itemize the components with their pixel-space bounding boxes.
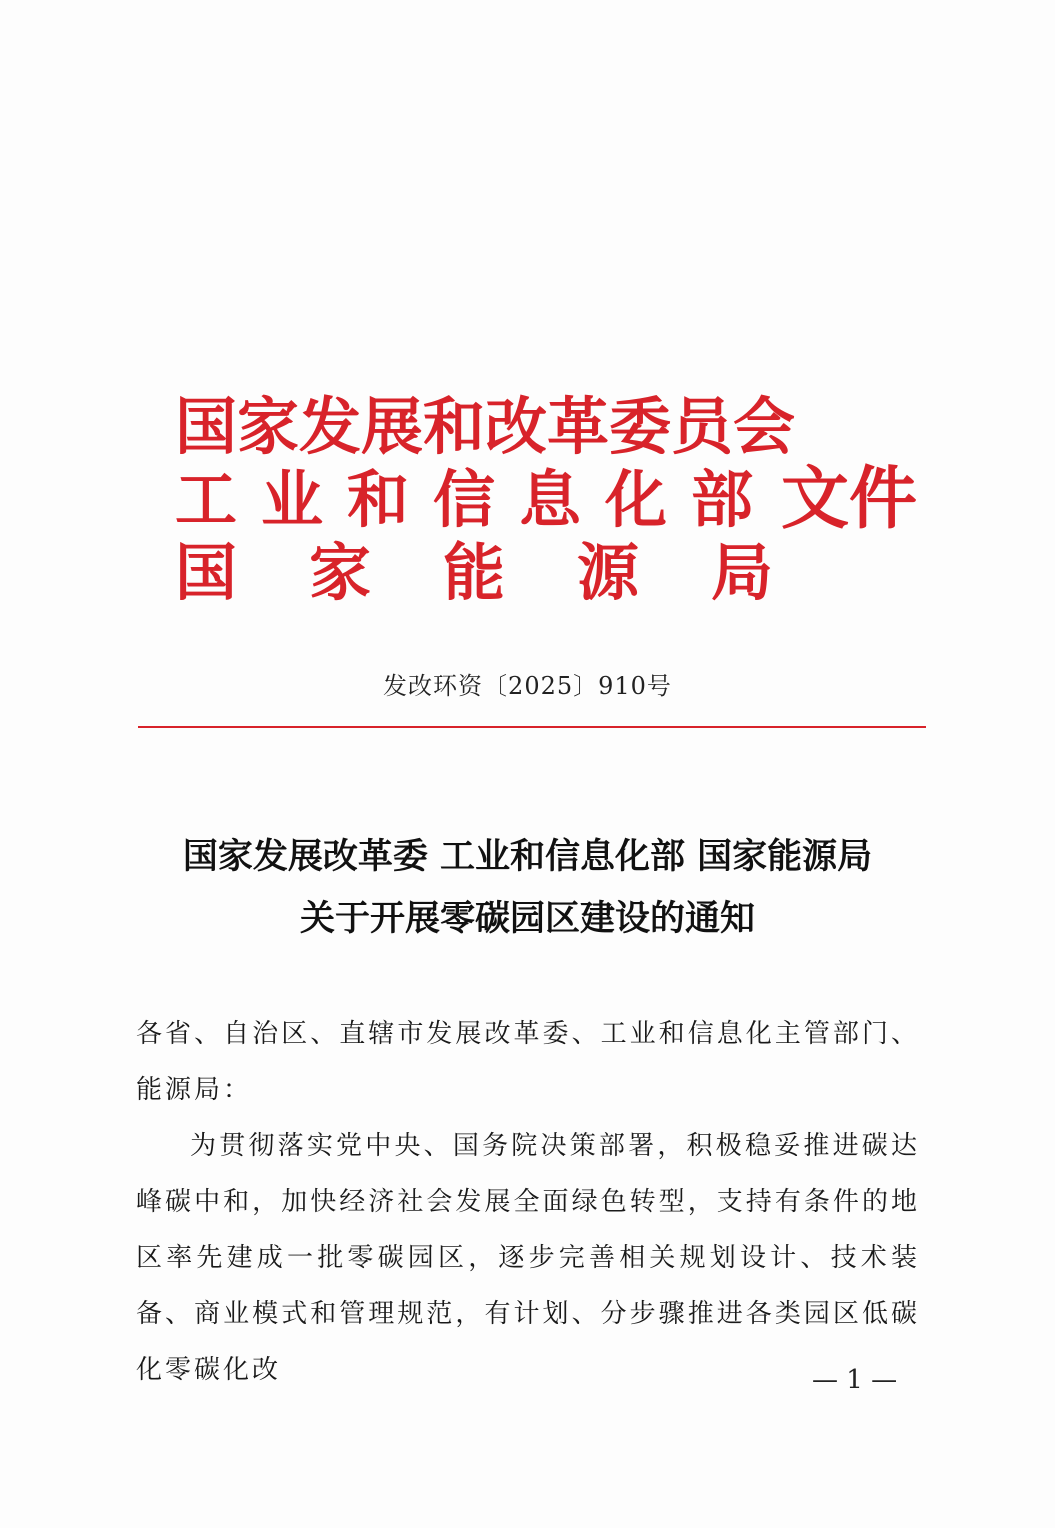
masthead-org-ndrc: 国家发展和改革委员会 <box>175 390 796 463</box>
masthead-org-nea: 国家能源局 <box>175 536 846 609</box>
title-line-2: 关于开展零碳园区建设的通知 <box>299 898 755 939</box>
addressee: 各省、自治区、直辖市发展改革委、工业和信息化主管部门、能源局： <box>136 1019 920 1105</box>
document-title <box>0 826 1055 950</box>
body-paragraph: 为贯彻落实党中央、国务院决策部署，积极稳妥推进碳达峰碳中和，加快经济社会发展全面绿色转型，支持有条件的地区率先建成一批零碳园区，逐步完善相关规划设计、技术装备、商业模式和管理规范，有计划、分步骤推进各类园区低碳化零碳化改 <box>136 1131 920 1385</box>
masthead-row-1 <box>175 390 905 463</box>
masthead-org-miit: 工业和信息化部 <box>175 463 778 536</box>
title-line-1: 国家发展改革委 工业和信息化部 国家能源局 <box>182 836 873 877</box>
document-number: 发改环资〔2025〕910号 <box>383 672 672 700</box>
masthead-row-2 <box>175 459 918 539</box>
red-divider-rule <box>138 726 926 728</box>
document-body <box>136 1006 920 1398</box>
page-number: — 1 — <box>812 1365 898 1395</box>
masthead-doc-type: 文件 <box>781 459 918 539</box>
masthead <box>175 390 918 609</box>
masthead-row-3 <box>175 536 905 609</box>
